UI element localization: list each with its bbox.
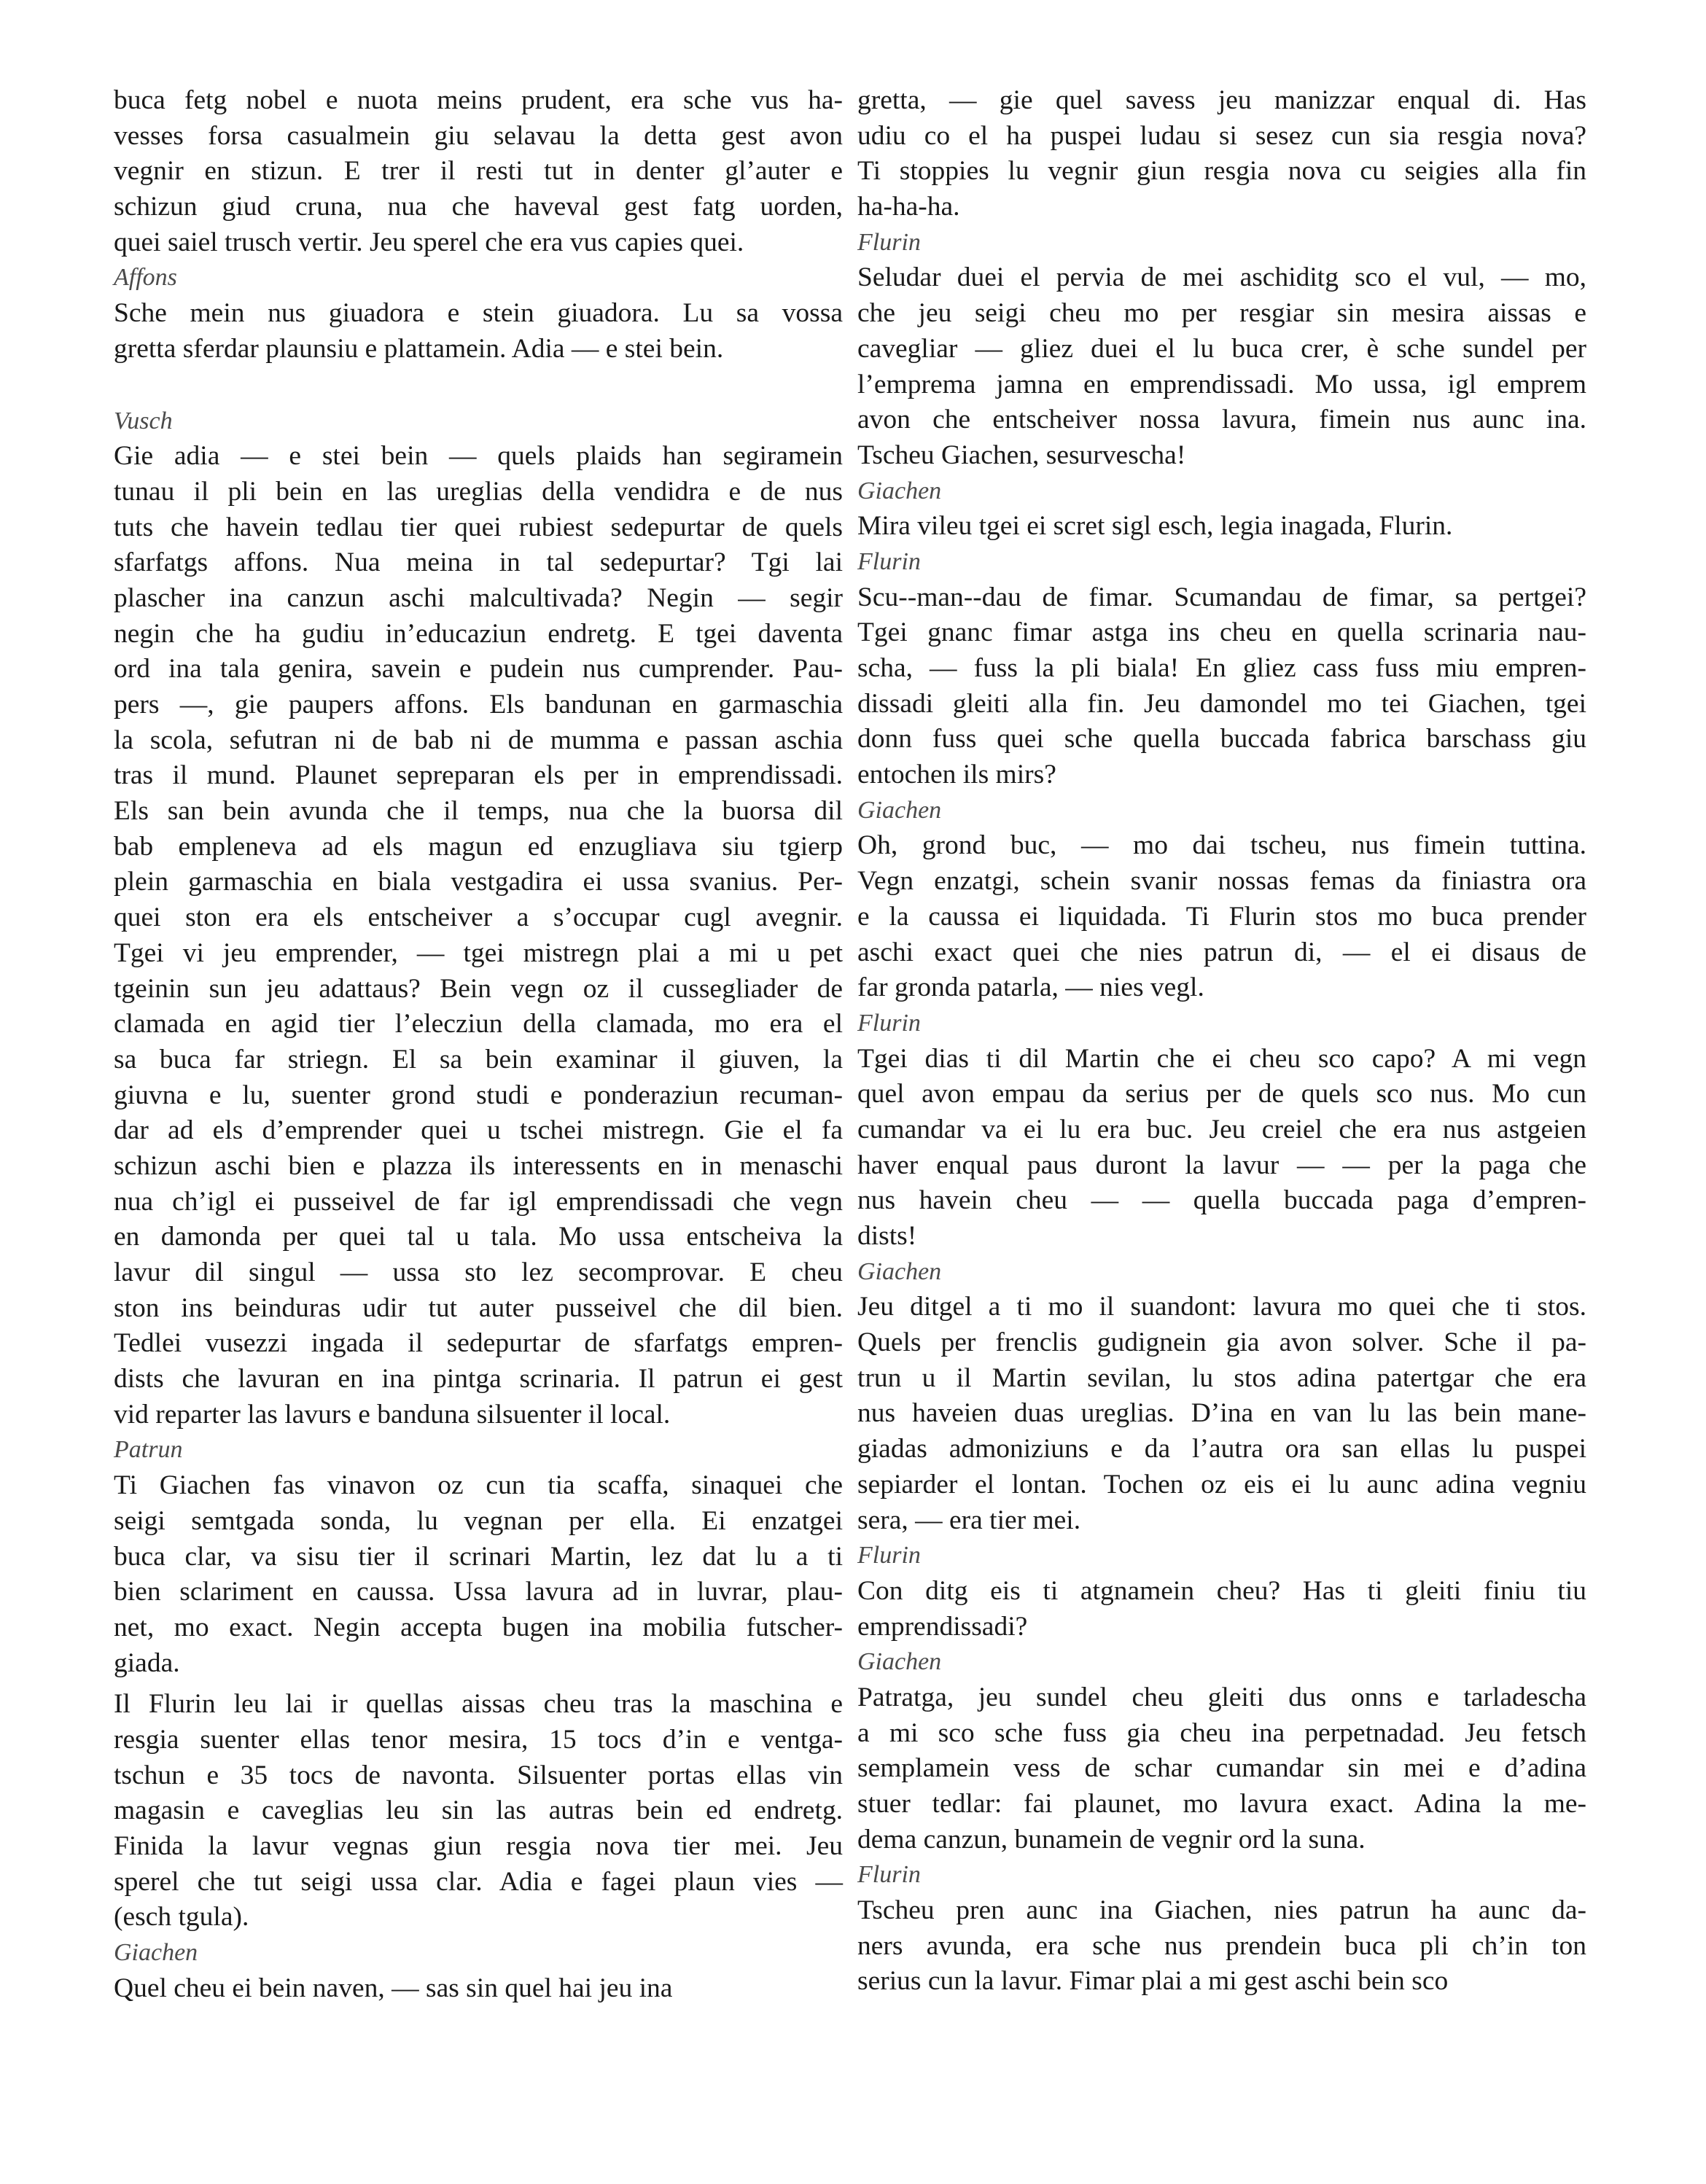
speaker-name: Giachen xyxy=(857,477,942,504)
text-line: ners avunda, era sche nus prendein buca pli ch’in ton xyxy=(857,1930,1586,1961)
paragraph xyxy=(857,580,1586,793)
paragraph xyxy=(857,1893,1586,2000)
text-line: schizun giud cruna, nua che haveval gest fatg uorden, xyxy=(114,192,843,222)
text-line: Tgei gnanc fimar astga ins cheu en quella scrinaria nau- xyxy=(857,617,1586,648)
text-line: dissadi gleiti alla fin. Jeu damondel mo tei Giachen, tgei xyxy=(857,688,1586,719)
paragraph xyxy=(857,1680,1586,1857)
text-line: gretta, — gie quel savess jeu manizzar enqual di. Has xyxy=(857,85,1586,115)
paragraph xyxy=(857,509,1586,545)
text-line: negin che ha gudiu in’educaziun endretg. E tgei daventa xyxy=(114,618,843,649)
text-line: schizun aschi bien e plazza ils interessents en in menaschi xyxy=(114,1150,843,1181)
text-line: Il Flurin leu lai ir quellas aissas cheu tras la maschina e xyxy=(114,1689,843,1720)
text-line: nua ch’igl ei pusseivel de far igl emprendissadi che vegn xyxy=(114,1186,843,1217)
text-line: bien sclariment en caussa. Ussa lavura ad in luvrar, plau- xyxy=(114,1577,843,1607)
text-line: Tgei dias ti dil Martin che ei cheu sco capo? A mi vegn xyxy=(857,1043,1586,1074)
text-line: entochen ils mirs? xyxy=(857,760,1056,790)
text-line: Tgei vi jeu emprender, — tgei mistregn plai a mi u pet xyxy=(114,937,843,968)
text-line: Tedlei vusezzi ingada il sedepurtar de sfarfatgs empren- xyxy=(114,1328,843,1359)
text-line: Quels per frenclis gudignein gia avon solver. Sche il pa- xyxy=(857,1327,1586,1358)
right-column xyxy=(857,83,1586,2000)
paragraph xyxy=(857,1574,1586,1645)
text-line: Oh, grond buc, — mo dai tscheu, nus fimein tuttina. xyxy=(857,830,1586,861)
text-line: emprendissadi? xyxy=(857,1611,1028,1642)
text-line: dists che lavuran en ina pintga scrinaria. Il patrun ei gest xyxy=(114,1364,843,1395)
text-line: Ti Giachen fas vinavon oz cun tia scaffa, sinaquei che xyxy=(114,1470,843,1501)
text-line: pers —, gie paupers affons. Els bandunan en garmaschia xyxy=(114,690,843,719)
text-line: Tscheu pren aunc ina Giachen, nies patrun ha aunc da- xyxy=(857,1895,1586,1926)
section-gap xyxy=(114,367,843,404)
text-line: haver enqual paus duront la lavur — — per la paga che xyxy=(857,1150,1586,1180)
speaker-name: Giachen xyxy=(857,796,942,824)
text-line: Els san bein avunda che il temps, nua che la buorsa dil xyxy=(114,796,843,827)
text-line: Quel cheu ei bein naven, — sas sin quel hai jeu ina xyxy=(114,1973,673,2003)
text-line: l’emprema jamna en emprendissadi. Mo ussa, igl emprem xyxy=(857,369,1586,399)
text-line: net, mo exact. Negin accepta bugen ina mobilia futscher- xyxy=(114,1612,843,1642)
text-line: stuer tedlar: fai plaunet, mo lavura exact. Adina la me- xyxy=(857,1789,1586,1819)
text-line: quei saiel trusch vertir. Jeu sperel che era vus capies quei. xyxy=(114,227,744,257)
text-line: Seludar duei el pervia de mei aschiditg sco el vul, — mo, xyxy=(857,262,1586,293)
text-line: giadas admoniziuns e da l’autra ora san ellas lu puspei xyxy=(857,1434,1586,1465)
text-line: la scola, sefutran ni de bab ni de mumma e passan aschia xyxy=(114,725,843,755)
section-gap xyxy=(114,1681,843,1687)
paragraph xyxy=(114,1687,843,1935)
text-line: sfarfatgs affons. Nua meina in tal sedepurtar? Tgi lai xyxy=(114,547,843,578)
speaker-name: Vusch xyxy=(114,407,173,434)
text-line: Sche mein nus giuadora e stein giuadora. Lu sa vossa xyxy=(114,298,843,329)
text-line: scha, — fuss la pli biala! En gliez cass fuss miu empren- xyxy=(857,653,1586,683)
text-line: Jeu ditgel a ti mo il suandont: lavura mo quei che ti stos. xyxy=(857,1292,1586,1322)
left-column xyxy=(114,83,843,2006)
text-line: che jeu seigi cheu mo per resgiar sin mesira aissas e xyxy=(857,298,1586,329)
text-line: ston ins beinduras udir tut auter pusseivel che dil bien. xyxy=(114,1292,843,1323)
speaker-name: Giachen xyxy=(857,1648,942,1676)
speaker-name: Flurin xyxy=(857,1009,921,1037)
text-line: dema canzun, bunamein de vegnir ord la suna. xyxy=(857,1824,1366,1855)
text-line: Tscheu Giachen, sesurvescha! xyxy=(857,440,1186,470)
speaker-name: Patrun xyxy=(114,1436,183,1464)
speaker-name: Affons xyxy=(114,264,177,292)
speaker-name: Flurin xyxy=(857,1861,921,1889)
text-line: a mi sco sche fuss gia cheu ina perpetnadad. Jeu fetsch xyxy=(857,1717,1586,1748)
paragraph xyxy=(857,828,1586,1005)
text-line: plein garmaschia en biala vestgadira ei ussa svanius. Per- xyxy=(114,867,843,897)
text-line: plascher ina canzun aschi malcultivada? Negin — segir xyxy=(114,582,843,613)
text-line: vid reparter las lavurs e banduna silsuenter il local. xyxy=(114,1399,671,1430)
text-line: aschi exact quei che nies patrun di, — el ei disaus de xyxy=(857,937,1586,967)
text-line: avon che entscheiver nossa lavura, fimein nus aunc ina. xyxy=(857,405,1586,435)
text-line: gretta sferdar plaunsiu e plattamein. Adia — e stei bein. xyxy=(114,333,724,364)
text-line: sepiarder el lontan. Tochen oz eis ei lu aunc adina vegniu xyxy=(857,1469,1586,1499)
text-line: resgia suenter ellas tenor mesira, 15 tocs d’in e ventga- xyxy=(114,1724,843,1755)
text-line: tschun e 35 tocs de navonta. Silsuenter portas ellas vin xyxy=(114,1760,843,1790)
text-line: Finida la lavur vegnas giun resgia nova tier mei. Jeu xyxy=(114,1831,843,1861)
paragraph xyxy=(114,1468,843,1681)
text-line: udiu co el ha puspei ludau si sesez cun sia resgia nova? xyxy=(857,120,1586,151)
text-line: cumandar va ei lu era buc. Jeu creiel che era nus astgeien xyxy=(857,1114,1586,1144)
text-line: nus haveien duas ureglias. D’ina en van lu las bein mane- xyxy=(857,1398,1586,1429)
paragraph xyxy=(857,83,1586,225)
text-line: Gie adia — e stei bein — quels plaids han segiramein xyxy=(114,441,843,472)
text-line: semplamein vess de schar cumandar sin mei e d’adina xyxy=(857,1753,1586,1784)
speaker-name: Flurin xyxy=(857,228,921,256)
text-line: ha-ha-ha. xyxy=(857,192,960,222)
text-line: seigi semtgada sonda, lu vegnan per ella. Ei enzatgei xyxy=(114,1505,843,1536)
text-line: dar ad els d’emprender quei u tschei mistregn. Gie el fa xyxy=(114,1115,843,1146)
text-line: vesses forsa casualmein giu selavau la detta gest avon xyxy=(114,120,843,151)
text-line: (esch tgula). xyxy=(114,1902,249,1933)
text-line: nus havein cheu — — quella buccada paga d’empren- xyxy=(857,1185,1586,1216)
text-line: en damonda per quei tal u tala. Mo ussa entscheiva la xyxy=(114,1222,843,1252)
speaker-name: Flurin xyxy=(857,547,921,575)
text-line: sera, — era tier mei. xyxy=(857,1505,1081,1535)
text-line: Con ditg eis ti atgnamein cheu? Has ti gleiti finiu tiu xyxy=(857,1575,1586,1606)
text-line: magasin e caveglias leu sin las autras bein ed endretg. xyxy=(114,1795,843,1826)
text-line: giada. xyxy=(114,1647,180,1678)
text-line: dists! xyxy=(857,1221,917,1251)
paragraph xyxy=(114,83,843,260)
text-line: Mira vileu tgei ei scret sigl esch, legia inagada, Flurin. xyxy=(857,511,1453,542)
speaker-name: Giachen xyxy=(114,1939,198,1967)
text-line: e la caussa ei liquidada. Ti Flurin stos mo buca prender xyxy=(857,901,1586,932)
paragraph xyxy=(114,296,843,367)
text-line: sa buca far striegn. El sa bein examinar il giuven, la xyxy=(114,1044,843,1075)
text-line: cavegliar — gliez duei el lu buca crer, è sche sundel per xyxy=(857,333,1586,364)
text-line: far gronda patarla, — nies vegl. xyxy=(857,972,1204,1003)
text-line: Vegn enzatgi, schein svanir nossas femas da finiastra ora xyxy=(857,866,1586,897)
text-line: buca fetg nobel e nuota meins prudent, era sche vus ha- xyxy=(114,85,843,115)
paragraph xyxy=(857,1042,1586,1255)
paragraph xyxy=(857,260,1586,473)
text-line: sperel che tut seigi ussa clar. Adia e fagei plaun vies — xyxy=(114,1866,843,1897)
paragraph xyxy=(114,439,843,1432)
text-line: giuvna e lu, suenter grond studi e ponderaziun recuman- xyxy=(114,1080,843,1110)
text-line: ord ina tala genira, savein e pudein nus cumprender. Pau- xyxy=(114,654,843,685)
text-line: Patratga, jeu sundel cheu gleiti dus onns e tarladescha xyxy=(857,1682,1586,1712)
paragraph xyxy=(114,1971,843,2007)
text-line: trun u il Martin sevilan, lu stos adina patertgar che era xyxy=(857,1362,1586,1393)
text-line: vegnir en stizun. E trer il resti tut in denter gl’auter e xyxy=(114,156,843,187)
paragraph xyxy=(857,1290,1586,1538)
text-line: Scu--man--dau de fimar. Scumandau de fimar, sa pertgei? xyxy=(857,582,1586,612)
text-line: clamada en agid tier l’elecziun della clamada, mo era el xyxy=(114,1009,843,1040)
text-line: bab empleneva ad els magun ed enzugliava siu tgierp xyxy=(114,831,843,862)
text-line: Ti stoppies lu vegnir giun resgia nova cu seigies alla fin xyxy=(857,156,1586,187)
text-line: donn fuss quei sche quella buccada fabrica barschass giu xyxy=(857,724,1586,754)
text-line: tuts che havein tedlau tier quei rubiest sedepurtar de quels xyxy=(114,512,843,542)
text-line: buca clar, va sisu tier il scrinari Martin, lez dat lu a ti xyxy=(114,1541,843,1572)
text-line: tgeinin sun jeu adattaus? Bein vegn oz il cussegliader de xyxy=(114,973,843,1004)
text-line: tras il mund. Plaunet sepreparan els per in emprendissadi. xyxy=(114,760,843,791)
speaker-name: Flurin xyxy=(857,1542,921,1569)
speaker-name: Giachen xyxy=(857,1257,942,1285)
text-line: serius cun la lavur. Fimar plai a mi gest aschi bein sco xyxy=(857,1966,1449,1997)
text-line: lavur dil singul — ussa sto lez secomprovar. E cheu xyxy=(114,1257,843,1287)
text-line: tunau il pli bein en las ureglias della vendidra e de nus xyxy=(114,476,843,507)
text-line: quel avon empau da serius per de quels sco nus. Mo cun xyxy=(857,1079,1586,1109)
text-line: quei ston era els entscheiver a s’occupar cugl avegnir. xyxy=(114,902,843,933)
